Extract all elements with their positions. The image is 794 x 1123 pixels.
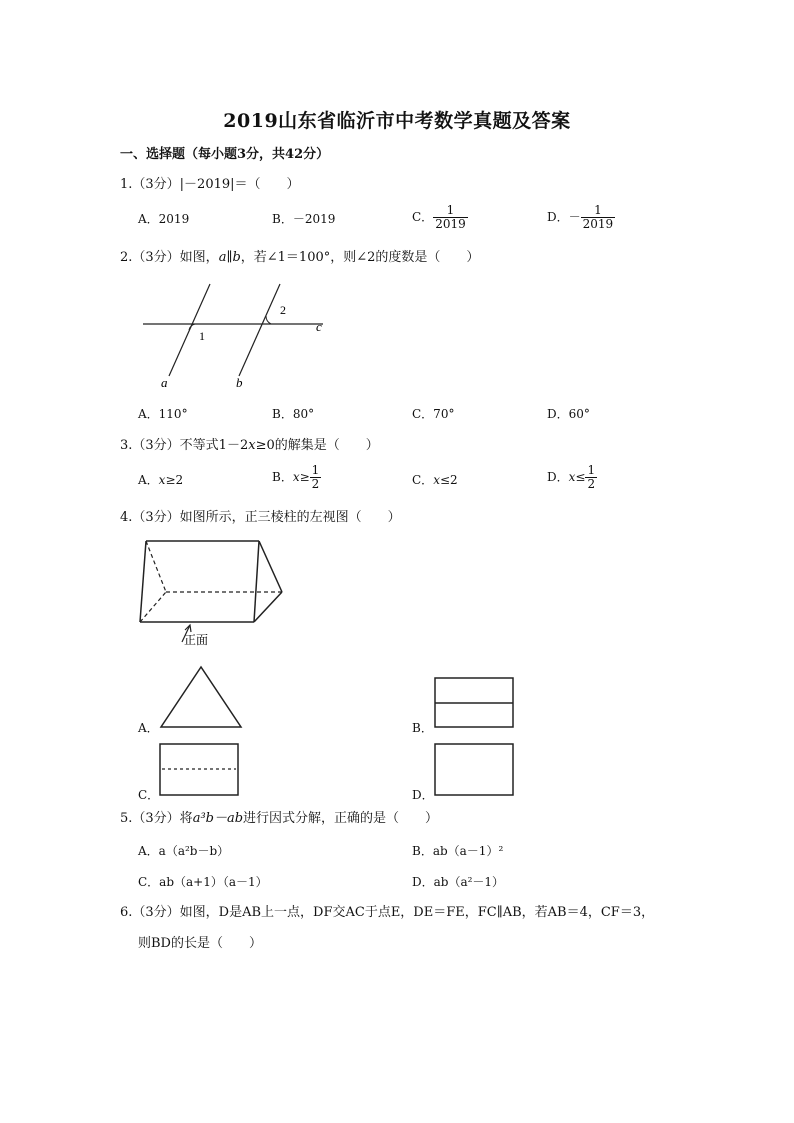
fraction: [585, 464, 597, 491]
option-d-rectangle: [434, 743, 516, 797]
fraction: [581, 204, 616, 231]
question-6-stem-line1: 6.（3分）如图，D是AB上一点，DF交AC于点E，DE＝FE，FC∥AB，若AB＝4，CF＝3，: [120, 905, 655, 920]
question-3-option-b: [272, 464, 321, 491]
question-3-stem: [120, 437, 379, 455]
option-text: ≤: [575, 470, 586, 484]
prism-right-top-edge: [259, 541, 282, 592]
hidden-edge-3: [140, 592, 166, 622]
question-4-option-c-label: C．: [138, 788, 160, 802]
angle-2-label: 2: [280, 303, 286, 317]
question-2-option-b: B．80°: [272, 407, 315, 421]
question-3-option-d: [547, 464, 597, 491]
fraction-numerator: 1: [581, 204, 616, 218]
fraction-denominator: 2019: [582, 217, 614, 231]
rectangle-shape: [435, 744, 513, 795]
line-b-label: b: [236, 375, 243, 390]
stem-text: ，若∠1＝100°，则∠2的度数是（ ）: [240, 250, 480, 265]
question-4-option-b-label: B．: [412, 721, 433, 735]
variable-x: x: [292, 470, 300, 484]
option-label: C．: [412, 210, 434, 224]
fraction: [433, 204, 468, 231]
variable-x: x: [433, 473, 440, 487]
option-label: D．－: [547, 210, 581, 224]
question-2-option-c: C．70°: [412, 407, 455, 421]
fraction-denominator: 2019: [435, 217, 466, 231]
question-5-option-c: C．ab（a+1）（a－1）: [138, 875, 268, 889]
question-5-option-a: A．a（a²b－b）: [138, 844, 230, 858]
option-text: ≥: [299, 470, 310, 484]
triangular-prism-figure: [134, 536, 294, 652]
prism-right-bottom-edge: [254, 592, 282, 622]
angle-2-arc: [266, 316, 271, 324]
line-c-label: c: [316, 319, 322, 334]
option-b-rectangle: [434, 677, 516, 729]
parallel-expr: a∥b: [218, 250, 241, 265]
fraction-numerator: 1: [587, 463, 596, 477]
option-text: ≤2: [439, 473, 458, 487]
question-4-option-a-label: A．: [138, 721, 159, 735]
angle-1-label: 1: [199, 329, 205, 343]
line-a-label: a: [161, 375, 168, 390]
question-1-stem: 1.（3分）|－2019|＝（ ）: [120, 177, 300, 192]
option-label: B．: [272, 470, 293, 484]
option-label: C．: [412, 473, 434, 487]
parallel-lines-figure: [135, 278, 335, 398]
question-3-option-c: [412, 471, 458, 489]
option-c-rectangle: [159, 743, 241, 797]
option-text: ≥2: [165, 473, 184, 487]
stem-text: ≥0的解集是（ ）: [255, 438, 379, 453]
hidden-edge-1: [146, 541, 166, 592]
question-1-option-d: [547, 204, 615, 231]
question-4-option-d-label: D．: [412, 788, 434, 802]
question-5-option-d: D．ab（a²－1）: [412, 875, 505, 889]
line-b: [239, 284, 280, 376]
document-title: 2019山东省临沂市中考数学真题及答案: [223, 110, 571, 132]
stem-text: 5.（3分）将: [120, 811, 193, 826]
question-3-option-a: [138, 471, 183, 489]
option-label: A．: [138, 473, 159, 487]
question-1-option-c: [412, 204, 468, 231]
stem-text: 3.（3分）不等式1－2: [120, 438, 249, 453]
fraction-denominator: 2: [311, 477, 320, 491]
question-5-option-b: B．ab（a－1）²: [412, 844, 504, 858]
fraction-numerator: 1: [311, 463, 320, 477]
stem-text: 进行因式分解，正确的是（ ）: [243, 811, 439, 826]
question-5-stem: [120, 810, 438, 828]
prism-left-edge: [140, 541, 146, 622]
prism-front-edge: [254, 541, 259, 622]
question-2-stem: [120, 249, 479, 267]
question-1-option-a: A．2019: [138, 212, 190, 226]
variable-x: x: [568, 470, 576, 484]
fraction-denominator: 2: [587, 477, 596, 491]
variable-x: x: [158, 473, 166, 487]
option-label: D．: [547, 470, 569, 484]
section-heading-choice: 一、选择题（每小题3分，共42分）: [120, 147, 330, 162]
variable-x: x: [248, 438, 256, 453]
fraction-numerator: 1: [433, 204, 468, 218]
front-view-label: 正面: [184, 633, 209, 647]
question-2-option-d: D．60°: [547, 407, 590, 421]
question-6-stem-line2: 则BD的长是（ ）: [138, 936, 262, 951]
question-2-option-a: A．110°: [138, 407, 188, 421]
fraction: [310, 464, 322, 491]
question-4-stem: 4.（3分）如图所示，正三棱柱的左视图（ ）: [120, 510, 401, 525]
option-a-triangle: [158, 664, 244, 730]
stem-text: 2.（3分）如图，: [120, 250, 219, 265]
expression: a³b－ab: [192, 811, 244, 826]
question-1-option-b: B．－2019: [272, 212, 336, 226]
triangle-shape: [161, 667, 241, 727]
